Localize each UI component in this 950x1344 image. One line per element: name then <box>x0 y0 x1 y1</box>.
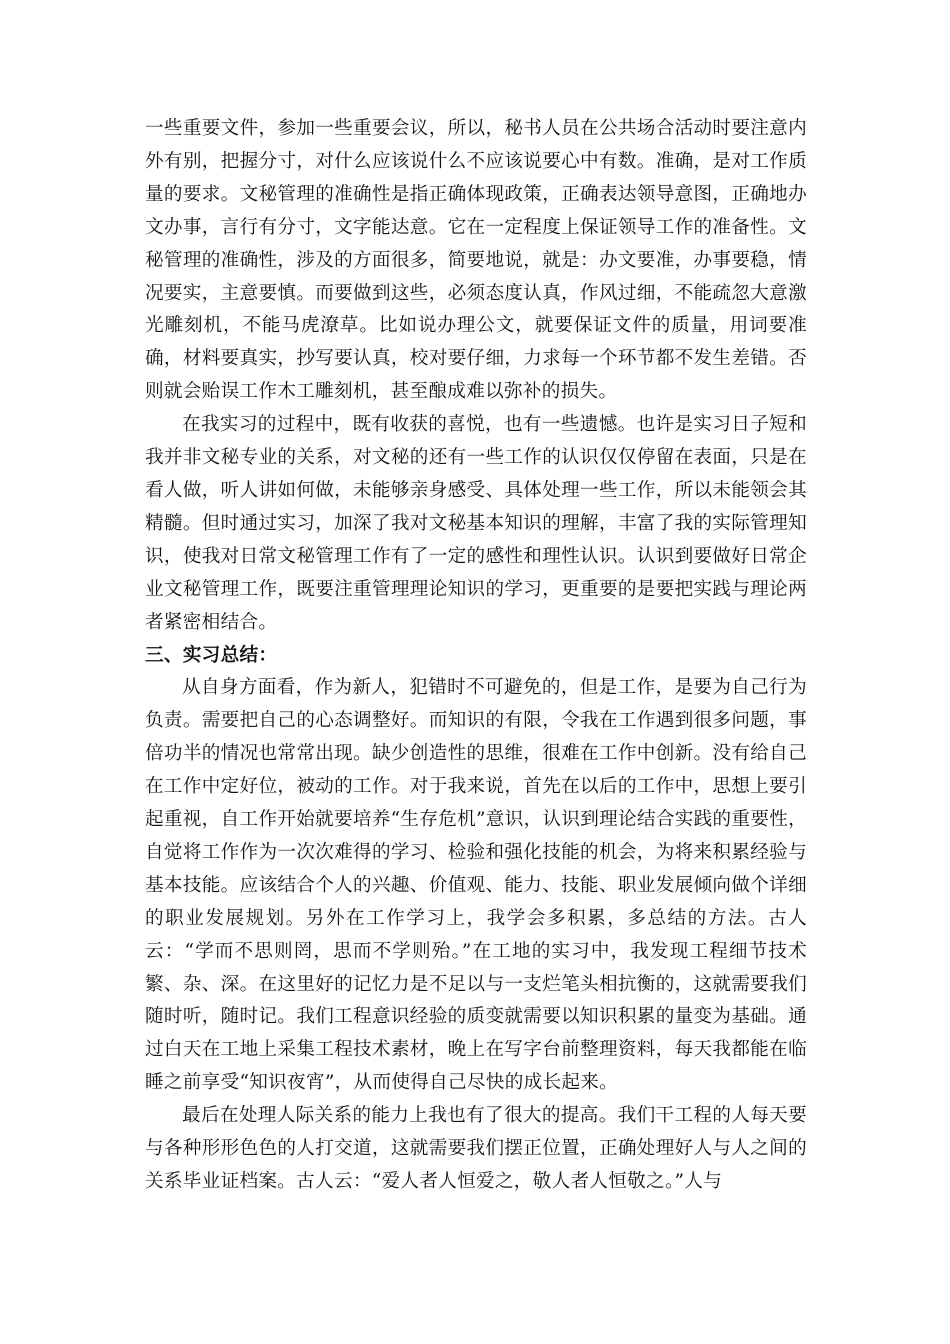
paragraph-internship-reflection: 在我实习的过程中，既有收获的喜悦，也有一些遗憾。也许是实习日子短和我并非文秘专业的关系，对文秘的还有一些工作的认识仅仅停留在表面，只是在看人做，听人讲如何做，未能够亲身感受、具体处理一些工作，所以未能领会其精髓。但时通过实习，加深了我对文秘基本知识的理解，丰富了我的实际管理知识，使我对日常文秘管理工作有了一定的感性和理性认识。认识到要做好日常企业文秘管理工作，既要注重管理理论知识的学习，更重要的是要把实践与理论两者紧密相结合。 <box>145 414 807 633</box>
section-heading-summary: 三、实习总结： <box>145 644 278 666</box>
paragraph-self-assessment: 从自身方面看，作为新人，犯错时不可避免的，但是工作，是要为自己行为负责。需要把自己的心态调整好。而知识的有限，令我在工作遇到很多问题，事倍功半的情况也常常出现。缺少创造性的思维，很难在工作中创新。没有给自己在工作中定好位，被动的工作。对于我来说，首先在以后的工作中，思想上要引起重视，自工作开始就要培养“生存危机”意识，认识到理论结合实践的重要性，自觉将工作作为一次次难得的学习、检验和强化技能的机会，为将来积累经验与基本技能。应该结合个人的兴趣、价值观、能力、技能、职业发展倾向做个详细的职业发展规划。另外在工作学习上，我学会多积累，多总结的方法。古人云：“学而不思则罔，思而不学则殆。”在工地的实习中，我发现工程细节技术繁、杂、深。在这里好的记忆力是不足以与一支烂笔头相抗衡的，这就需要我们随时听，随时记。我们工程意识经验的质变就需要以知识积累的量变为基础。通过白天在工地上采集工程技术素材，晚上在写字台前整理资料，每天我都能在临睡之前享受“知识夜宵”，从而使得自己尽快的成长起来。 <box>145 677 807 1094</box>
paragraph-interpersonal: 最后在处理人际关系的能力上我也有了很大的提高。我们干工程的人每天要与各种形形色色的人打交道，这就需要我们摆正位置，正确处理好人与人之间的关系毕业证档案。古人云：“爱人者人恒爱之，敬人者人恒敬之。”人与 <box>145 1105 807 1192</box>
paragraph-accuracy: 一些重要文件，参加一些重要会议，所以，秘书人员在公共场合活动时要注意内外有别，把握分寸，对什么应该说什么不应该说要心中有数。准确，是对工作质量的要求。文秘管理的准确性是指正确体现政策，正确表达领导意图，正确地办文办事，言行有分寸，文字能达意。它在一定程度上保证领导工作的准备性。文秘管理的准确性，涉及的方面很多，简要地说，就是：办文要准，办事要稳，情况要实，主意要慎。而要做到这些，必须态度认真，作风过细，不能疏忽大意激光雕刻机，不能马虎潦草。比如说办理公文，就要保证文件的质量，用词要准确，材料要真实，抄写要认真，校对要仔细，力求每一个环节都不发生差错。否则就会贻误工作木工雕刻机，甚至酿成难以弥补的损失。 <box>145 118 807 403</box>
document-body <box>145 113 807 1199</box>
